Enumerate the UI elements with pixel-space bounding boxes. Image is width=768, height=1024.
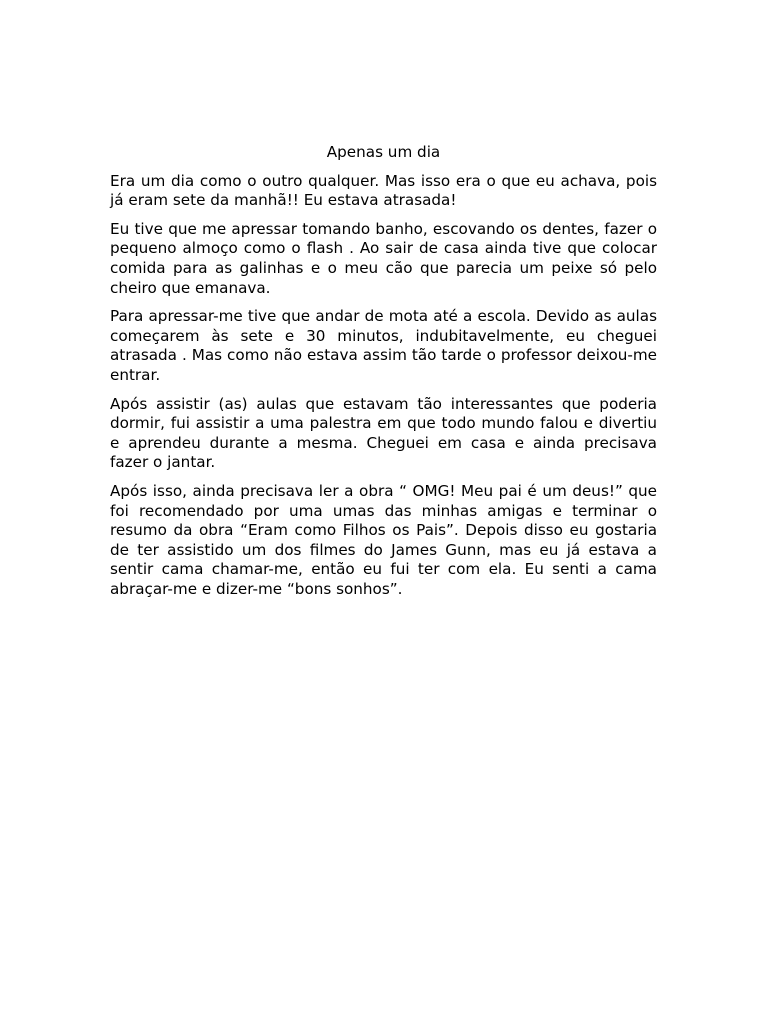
paragraph-5: Após isso, ainda precisava ler a obra “ OMG! Meu pai é um deus!” que foi recomendado por uma umas das minhas amigas e terminar o resumo da obra “Eram como Filhos os Pais”. Depois disso eu gostaria de ter assistido um dos filmes do James Gunn, mas eu já estava a sentir cama chamar-me, então eu fui ter com ela. Eu senti a cama abraçar-me e dizer-me “bons sonhos”. bbox=[110, 481, 657, 598]
paragraph-3: Para apressar-me tive que andar de mota até a escola. Devido as aulas começarem às sete e 30 minutos, indubitavelmente, eu cheguei atrasada . Mas como não estava assim tão tarde o professor deixou-me entrar. bbox=[110, 307, 657, 384]
document-body bbox=[110, 143, 657, 608]
paragraph-2: Eu tive que me apressar tomando banho, escovando os dentes, fazer o pequeno almoço como o flash . Ao sair de casa ainda tive que colocar comida para as galinhas e o meu cão que parecia um peixe só pelo cheiro que emanava. bbox=[110, 219, 657, 297]
document-title: Apenas um dia bbox=[326, 143, 441, 161]
paragraph-4: Após assistir (as) aulas que estavam tão interessantes que poderia dormir, fui assistir a uma palestra em que todo mundo falou e divertiu e aprendeu durante a mesma. Cheguei em casa e ainda precisava fazer o jantar. bbox=[110, 394, 657, 472]
paragraph-1: Era um dia como o outro qualquer. Mas isso era o que eu achava, pois já eram sete da manhã!! Eu estava atrasada! bbox=[110, 171, 657, 210]
